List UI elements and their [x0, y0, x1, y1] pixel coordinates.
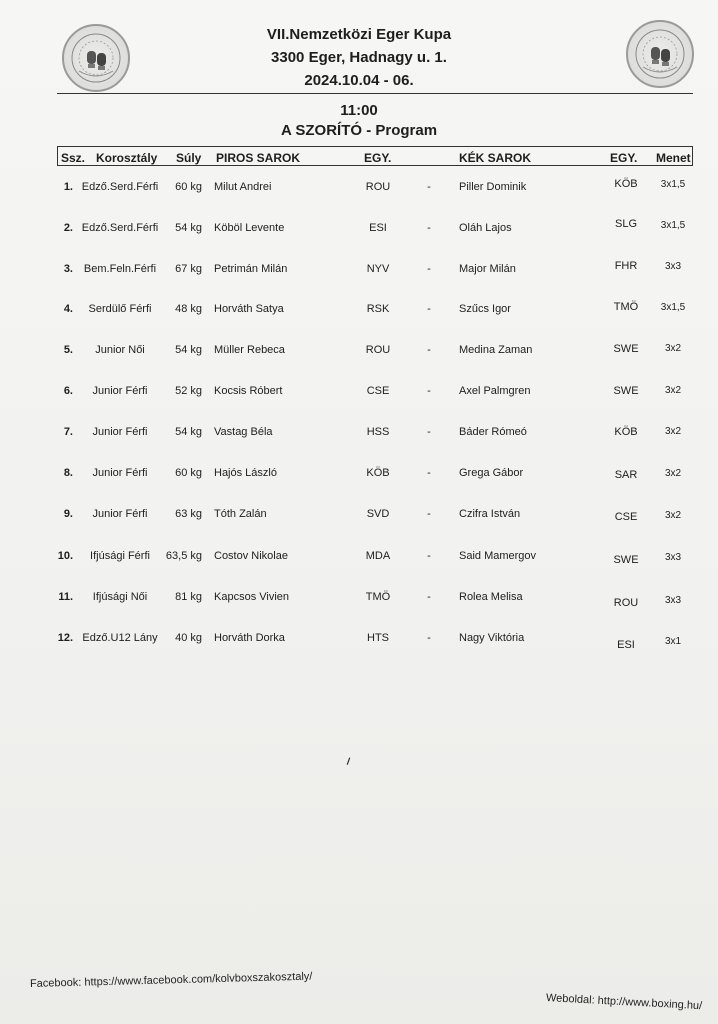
col-egy-red: EGY. [364, 151, 392, 165]
row-blue-corner-name: Axel Palmgren [459, 385, 531, 397]
pen-mark: ı [344, 751, 354, 769]
row-red-club: ESI [369, 222, 387, 234]
row-ssz: 4. [63, 303, 73, 315]
row-dash: - [427, 550, 431, 562]
row-dash: - [427, 632, 431, 644]
row-suly: 54 kg [175, 344, 202, 356]
row-blue-club: SWE [613, 343, 639, 355]
col-ssz: Ssz. [61, 151, 86, 165]
row-red-club: TMÖ [365, 591, 391, 603]
row-dash: - [427, 385, 431, 397]
row-suly: 48 kg [175, 303, 202, 315]
row-menet: 3x2 [664, 343, 682, 354]
row-menet: 3x1 [664, 636, 682, 647]
row-blue-corner-name: Szűcs Igor [459, 303, 511, 315]
row-menet: 3x1,5 [660, 302, 686, 313]
row-menet: 3x2 [664, 385, 682, 396]
row-red-club: NYV [366, 263, 390, 275]
row-korosztaly: Edző.U12 Lány [82, 632, 158, 644]
col-piros-sarok: PIROS SAROK [216, 151, 301, 165]
row-korosztaly: Junior Férfi [92, 426, 148, 438]
header-divider [57, 93, 693, 94]
row-dash: - [427, 263, 431, 275]
row-suly: 40 kg [175, 632, 202, 644]
row-suly: 60 kg [175, 467, 202, 479]
row-red-club: MDA [365, 550, 391, 562]
col-kek-sarok: KÉK SAROK [459, 151, 532, 165]
row-blue-club: CSE [614, 511, 638, 523]
row-red-club: SVD [366, 508, 390, 520]
row-korosztaly: Ifjúsági Női [92, 591, 148, 603]
row-blue-corner-name: Major Milán [459, 263, 516, 275]
row-blue-club: ESI [617, 639, 635, 651]
row-menet: 3x3 [664, 552, 682, 563]
row-dash: - [427, 591, 431, 603]
row-dash: - [427, 508, 431, 520]
col-korosztaly: Korosztály [96, 151, 158, 165]
row-suly: 81 kg [175, 591, 202, 603]
row-ssz: 5. [63, 344, 73, 356]
row-ssz: 9. [63, 508, 73, 520]
row-red-corner-name: Tóth Zalán [214, 508, 267, 520]
row-red-club: KÖB [366, 467, 390, 479]
row-blue-club: SAR [614, 469, 638, 481]
row-blue-corner-name: Rolea Melisa [459, 591, 523, 603]
row-suly: 54 kg [175, 426, 202, 438]
row-menet: 3x3 [664, 595, 682, 606]
row-red-club: HTS [367, 632, 389, 644]
row-korosztaly: Junior Női [95, 344, 145, 356]
row-dash: - [427, 426, 431, 438]
row-blue-corner-name: Nagy Viktória [459, 632, 525, 644]
row-suly: 67 kg [175, 263, 202, 275]
row-dash: - [427, 344, 431, 356]
row-dash: - [427, 467, 431, 479]
row-suly: 54 kg [175, 222, 202, 234]
row-korosztaly: Edző.Serd.Férfi [81, 181, 159, 193]
row-dash: - [427, 222, 431, 234]
row-blue-club: FHR [614, 260, 638, 272]
row-ssz: 3. [63, 263, 73, 275]
row-korosztaly: Junior Férfi [92, 467, 148, 479]
row-red-corner-name: Kapcsos Vivien [214, 591, 290, 603]
row-red-corner-name: Costov Nikolae [214, 550, 288, 562]
row-blue-club: SLG [614, 218, 637, 230]
row-dash: - [427, 181, 431, 193]
row-red-corner-name: Vastag Béla [214, 426, 273, 438]
row-blue-club: ROU [613, 597, 639, 609]
row-suly: 60 kg [175, 181, 202, 193]
row-ssz: 1. [63, 181, 73, 193]
row-red-club: RSK [366, 303, 390, 315]
row-blue-corner-name: Báder Rómeó [459, 426, 527, 438]
row-menet: 3x3 [664, 261, 682, 272]
row-blue-club: TMÖ [613, 301, 639, 313]
program-title: A SZORÍTÓ - Program [280, 122, 438, 139]
col-egy-blue: EGY. [610, 151, 638, 165]
row-red-corner-name: Horváth Satya [214, 303, 284, 315]
row-ssz: 6. [63, 385, 73, 397]
row-ssz: 12. [57, 632, 73, 644]
row-korosztaly: Edző.Serd.Férfi [81, 222, 159, 234]
row-ssz: 2. [63, 222, 73, 234]
event-title: VII.Nemzetközi Eger Kupa [266, 26, 452, 43]
row-red-club: ROU [365, 344, 391, 356]
row-korosztaly: Junior Férfi [92, 385, 148, 397]
website-link: Weboldal: http://www.boxing.hu/ [545, 992, 703, 1013]
facebook-link: Facebook: https://www.facebook.com/kolvboxszakosztaly/ [29, 970, 313, 990]
row-red-club: ROU [365, 181, 391, 193]
event-address: 3300 Eger, Hadnagy u. 1. [271, 49, 447, 66]
row-suly: 52 kg [175, 385, 202, 397]
row-ssz: 8. [63, 467, 73, 479]
row-red-corner-name: Köböl Levente [214, 222, 285, 234]
row-ssz: 7. [63, 426, 73, 438]
row-suly: 63,5 kg [165, 550, 202, 562]
row-ssz: 11. [58, 591, 73, 603]
row-menet: 3x1,5 [660, 220, 686, 231]
event-dates: 2024.10.04 - 06. [304, 72, 414, 89]
row-korosztaly: Ifjúsági Férfi [90, 550, 150, 562]
row-blue-corner-name: Grega Gábor [459, 467, 524, 479]
row-blue-corner-name: Czifra István [459, 508, 521, 520]
row-korosztaly: Serdülő Férfi [88, 303, 152, 315]
row-red-corner-name: Müller Rebeca [214, 344, 285, 356]
row-red-corner-name: Milut Andrei [214, 181, 272, 193]
row-blue-club: KÖB [614, 178, 638, 190]
row-red-club: CSE [366, 385, 390, 397]
row-menet: 3x2 [664, 426, 682, 437]
row-blue-club: KÖB [614, 426, 638, 438]
row-red-club: HSS [366, 426, 390, 438]
row-blue-club: SWE [613, 554, 639, 566]
row-red-corner-name: Hajós László [214, 467, 277, 479]
row-red-corner-name: Petrimán Milán [214, 263, 288, 275]
col-suly: Súly [176, 151, 202, 165]
col-menet: Menet [656, 151, 691, 165]
row-blue-corner-name: Medina Zaman [459, 344, 533, 356]
row-suly: 63 kg [175, 508, 202, 520]
row-blue-corner-name: Piller Dominik [459, 181, 527, 193]
row-red-corner-name: Kocsis Róbert [214, 385, 283, 397]
row-blue-corner-name: Said Mamergov [459, 550, 537, 562]
row-ssz: 10. [57, 550, 73, 562]
row-korosztaly: Bem.Feln.Férfi [83, 263, 157, 275]
row-korosztaly: Junior Férfi [92, 508, 148, 520]
row-blue-corner-name: Oláh Lajos [459, 222, 512, 234]
row-blue-club: SWE [613, 385, 639, 397]
row-menet: 3x2 [664, 510, 682, 521]
session-time: 11:00 [340, 102, 378, 119]
row-dash: - [427, 303, 431, 315]
row-red-corner-name: Horváth Dorka [214, 632, 285, 644]
row-menet: 3x2 [664, 468, 682, 479]
row-menet: 3x1,5 [660, 179, 686, 190]
